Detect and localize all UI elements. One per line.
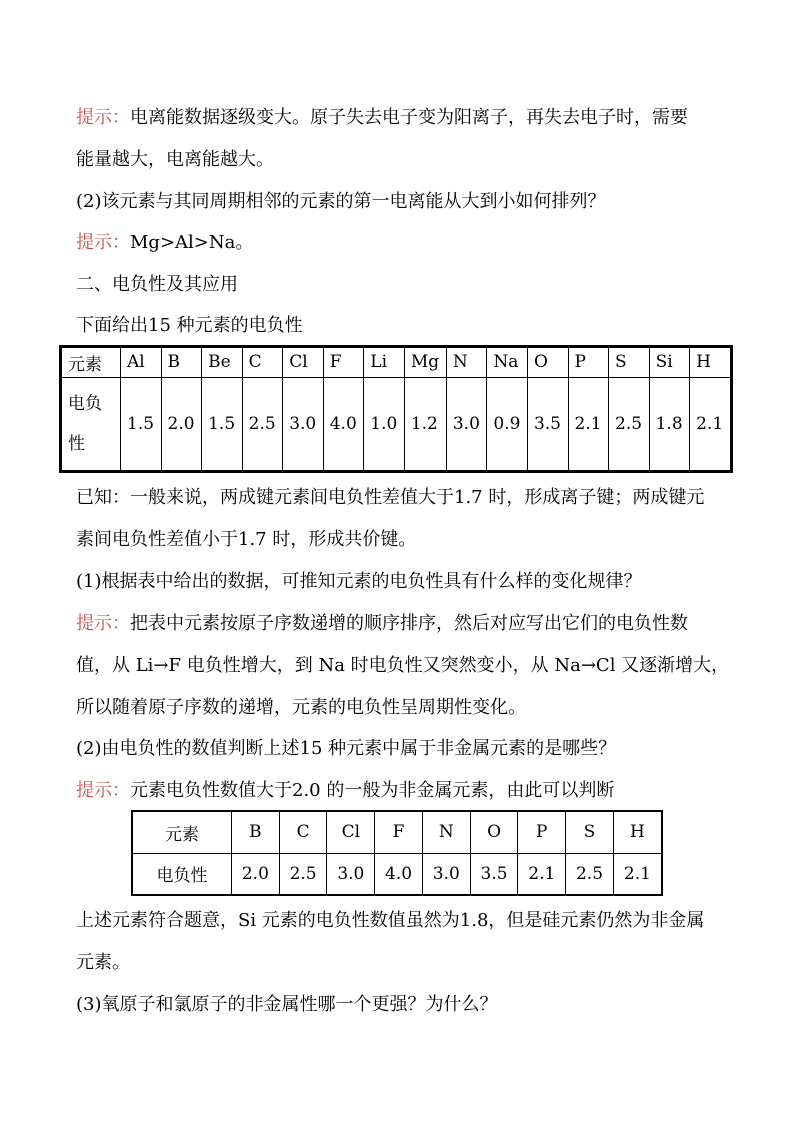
- row-header-element: 元素: [61, 347, 121, 378]
- question-2-nonmetals: (2)由电负性的数值判断上述15 种元素中属于非金属元素的是哪些？: [76, 738, 617, 759]
- hint-paragraph-1-cont: 能量越大，电离能越大。: [76, 149, 274, 170]
- cell-element: P: [518, 811, 566, 853]
- cell-value: 2.0: [161, 377, 202, 471]
- cell-value: 3.0: [283, 377, 324, 471]
- hint-text: 把表中元素按原子序数递增的顺序排序，然后对应写出它们的电负性数: [130, 613, 688, 634]
- hint-label: 提示：: [76, 613, 130, 634]
- cell-value: 1.5: [121, 377, 162, 471]
- hint-paragraph-1: [76, 106, 688, 130]
- cell-element: F: [375, 811, 423, 853]
- question-1-trend: (1)根据表中给出的数据，可推知元素的电负性具有什么样的变化规律？: [76, 571, 642, 592]
- known-paragraph-cont: 素间电负性差值小于1.7 时，形成共价键。: [76, 529, 417, 550]
- cell-element: H: [690, 347, 732, 378]
- cell-element: C: [242, 347, 283, 378]
- cell-element: P: [568, 347, 609, 378]
- cell-element: Cl: [283, 347, 324, 378]
- cell-value: 1.0: [364, 377, 405, 471]
- cell-element: Be: [202, 347, 243, 378]
- cell-element: H: [613, 811, 662, 853]
- cell-value: 2.1: [518, 853, 566, 895]
- table-row-elements: [132, 811, 662, 853]
- section-heading: 二、电负性及其应用: [76, 274, 238, 295]
- table-row-values: [61, 377, 732, 471]
- cell-element: N: [446, 347, 487, 378]
- cell-value: 3.5: [527, 377, 568, 471]
- cell-element: Cl: [327, 811, 375, 853]
- cell-element: S: [609, 347, 650, 378]
- hint-answer-1-cont1: 值，从 Li→F 电负性增大，到 Na 时电负性又突然变小，从 Na→Cl 又逐渐增大，: [76, 655, 730, 676]
- cell-element: Si: [649, 347, 690, 378]
- cell-value: 1.5: [202, 377, 243, 471]
- hint-text: 元素电负性数值大于2.0 的一般为非金属元素，由此可以判断: [130, 780, 615, 801]
- question-3-oxygen-chlorine: (3)氧原子和氯原子的非金属性哪一个更强？为什么？: [76, 994, 498, 1015]
- row-header-label: 电负 性: [68, 393, 102, 454]
- cell-value: 2.5: [566, 853, 614, 895]
- cell-value: 2.1: [568, 377, 609, 471]
- cell-value: 2.1: [690, 377, 732, 471]
- cell-element: Li: [364, 347, 405, 378]
- electronegativity-table: [59, 345, 733, 473]
- cell-element: Al: [121, 347, 162, 378]
- hint-answer-1: [76, 612, 688, 636]
- cell-element: N: [422, 811, 470, 853]
- hint-text: 电离能数据逐级变大。原子失去电子变为阳离子，再失去电子时，需要: [130, 107, 688, 128]
- conclusion-paragraph-cont: 元素。: [76, 952, 130, 973]
- hint-label: 提示：: [76, 780, 130, 801]
- cell-value: 0.9: [487, 377, 528, 471]
- cell-element: O: [470, 811, 518, 853]
- cell-value: 4.0: [375, 853, 423, 895]
- cell-element: F: [323, 347, 364, 378]
- row-header-element: 元素: [132, 811, 232, 853]
- cell-element: C: [279, 811, 327, 853]
- hint-text: Mg>Al>Na。: [130, 232, 254, 253]
- cell-element: S: [566, 811, 614, 853]
- cell-value: 3.0: [327, 853, 375, 895]
- cell-value: 4.0: [323, 377, 364, 471]
- cell-value: 3.5: [470, 853, 518, 895]
- question-2-ionization: (2)该元素与其同周期相邻的元素的第一电离能从大到小如何排列？: [76, 191, 606, 212]
- row-header-electronegativity: [61, 377, 121, 471]
- table-row-elements: [61, 347, 732, 378]
- cell-element: O: [527, 347, 568, 378]
- hint-label: 提示：: [76, 232, 130, 253]
- hint-answer-2: [76, 231, 253, 255]
- cell-element: B: [161, 347, 202, 378]
- cell-element: B: [232, 811, 280, 853]
- cell-value: 1.8: [649, 377, 690, 471]
- cell-value: 2.0: [232, 853, 280, 895]
- cell-value: 3.0: [422, 853, 470, 895]
- cell-value: 2.1: [613, 853, 662, 895]
- row-header-electronegativity: 电负性: [132, 853, 232, 895]
- nonmetal-table: [131, 810, 663, 896]
- table-intro: 下面给出15 种元素的电负性: [76, 315, 303, 336]
- cell-element: Mg: [404, 347, 446, 378]
- hint-answer-2-nonmetals: [76, 779, 614, 803]
- hint-label: 提示：: [76, 107, 130, 128]
- conclusion-paragraph: 上述元素符合题意，Si 元素的电负性数值虽然为1.8，但是硅元素仍然为非金属: [76, 910, 705, 931]
- table-row-values: [132, 853, 662, 895]
- cell-element: Na: [487, 347, 528, 378]
- cell-value: 2.5: [609, 377, 650, 471]
- known-paragraph: 已知：一般来说，两成键元素间电负性差值大于1.7 时，形成离子键；两成键元: [76, 487, 705, 508]
- cell-value: 2.5: [242, 377, 283, 471]
- hint-answer-1-cont2: 所以随着原子序数的递增，元素的电负性呈周期性变化。: [76, 697, 526, 718]
- cell-value: 2.5: [279, 853, 327, 895]
- cell-value: 3.0: [446, 377, 487, 471]
- cell-value: 1.2: [404, 377, 446, 471]
